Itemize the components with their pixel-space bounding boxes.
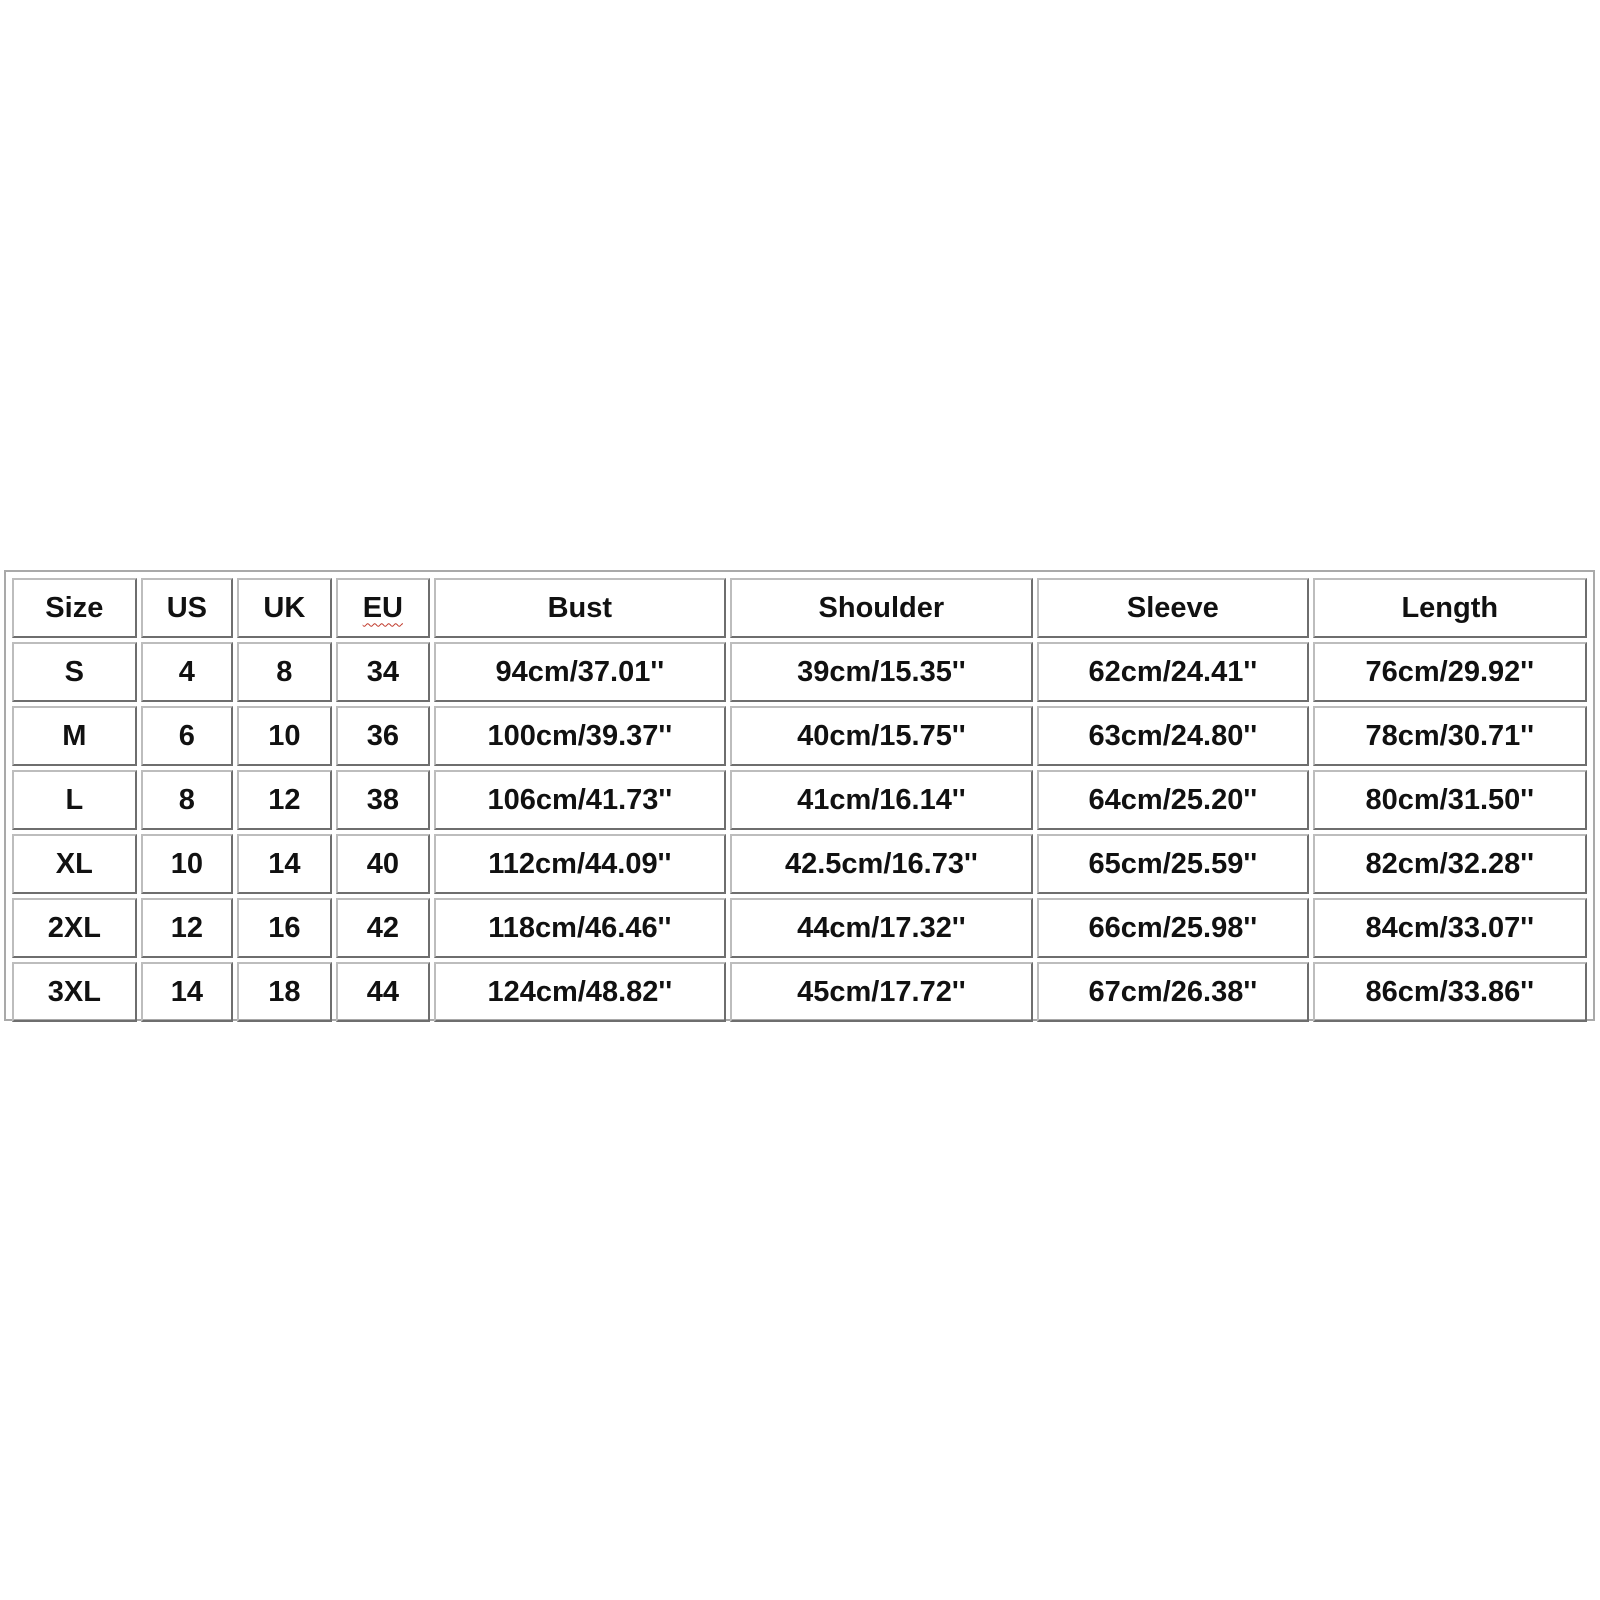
- cell-eu: 44: [336, 962, 430, 1022]
- cell-size: M: [12, 706, 137, 766]
- header-length: Length: [1313, 578, 1587, 638]
- header-row: [12, 578, 1587, 638]
- cell-shoulder: 45cm/17.72'': [730, 962, 1034, 1022]
- cell-shoulder: 40cm/15.75'': [730, 706, 1034, 766]
- cell-length: 78cm/30.71'': [1313, 706, 1587, 766]
- cell-length: 84cm/33.07'': [1313, 898, 1587, 958]
- header-eu: [336, 578, 430, 638]
- cell-bust: 118cm/46.46'': [434, 898, 726, 958]
- cell-us: 4: [141, 642, 233, 702]
- cell-size: L: [12, 770, 137, 830]
- cell-eu: 38: [336, 770, 430, 830]
- cell-size: XL: [12, 834, 137, 894]
- cell-length: 80cm/31.50'': [1313, 770, 1587, 830]
- cell-us: 8: [141, 770, 233, 830]
- table-row: [12, 706, 1587, 766]
- table-row: [12, 962, 1587, 1022]
- cell-length: 86cm/33.86'': [1313, 962, 1587, 1022]
- cell-bust: 124cm/48.82'': [434, 962, 726, 1022]
- size-chart: [4, 570, 1595, 1021]
- header-uk: UK: [237, 578, 331, 638]
- cell-sleeve: 66cm/25.98'': [1037, 898, 1308, 958]
- header-shoulder: Shoulder: [730, 578, 1034, 638]
- size-chart-table: [8, 574, 1591, 1026]
- cell-uk: 10: [237, 706, 331, 766]
- cell-uk: 8: [237, 642, 331, 702]
- cell-us: 10: [141, 834, 233, 894]
- cell-us: 14: [141, 962, 233, 1022]
- cell-uk: 16: [237, 898, 331, 958]
- cell-shoulder: 39cm/15.35'': [730, 642, 1034, 702]
- cell-length: 76cm/29.92'': [1313, 642, 1587, 702]
- cell-bust: 112cm/44.09'': [434, 834, 726, 894]
- cell-sleeve: 64cm/25.20'': [1037, 770, 1308, 830]
- table-row: [12, 898, 1587, 958]
- table-row: [12, 642, 1587, 702]
- cell-length: 82cm/32.28'': [1313, 834, 1587, 894]
- cell-sleeve: 62cm/24.41'': [1037, 642, 1308, 702]
- cell-bust: 100cm/39.37'': [434, 706, 726, 766]
- cell-sleeve: 67cm/26.38'': [1037, 962, 1308, 1022]
- cell-eu: 42: [336, 898, 430, 958]
- table-row: [12, 770, 1587, 830]
- cell-shoulder: 42.5cm/16.73'': [730, 834, 1034, 894]
- cell-eu: 40: [336, 834, 430, 894]
- cell-uk: 12: [237, 770, 331, 830]
- cell-us: 12: [141, 898, 233, 958]
- header-eu-label: EU: [362, 591, 403, 624]
- cell-uk: 18: [237, 962, 331, 1022]
- cell-size: 2XL: [12, 898, 137, 958]
- cell-eu: 36: [336, 706, 430, 766]
- cell-shoulder: 41cm/16.14'': [730, 770, 1034, 830]
- table-row: [12, 834, 1587, 894]
- cell-size: S: [12, 642, 137, 702]
- cell-uk: 14: [237, 834, 331, 894]
- cell-eu: 34: [336, 642, 430, 702]
- cell-us: 6: [141, 706, 233, 766]
- header-size: Size: [12, 578, 137, 638]
- cell-bust: 94cm/37.01'': [434, 642, 726, 702]
- cell-bust: 106cm/41.73'': [434, 770, 726, 830]
- header-sleeve: Sleeve: [1037, 578, 1308, 638]
- cell-sleeve: 65cm/25.59'': [1037, 834, 1308, 894]
- header-us: US: [141, 578, 233, 638]
- header-bust: Bust: [434, 578, 726, 638]
- cell-size: 3XL: [12, 962, 137, 1022]
- cell-sleeve: 63cm/24.80'': [1037, 706, 1308, 766]
- cell-shoulder: 44cm/17.32'': [730, 898, 1034, 958]
